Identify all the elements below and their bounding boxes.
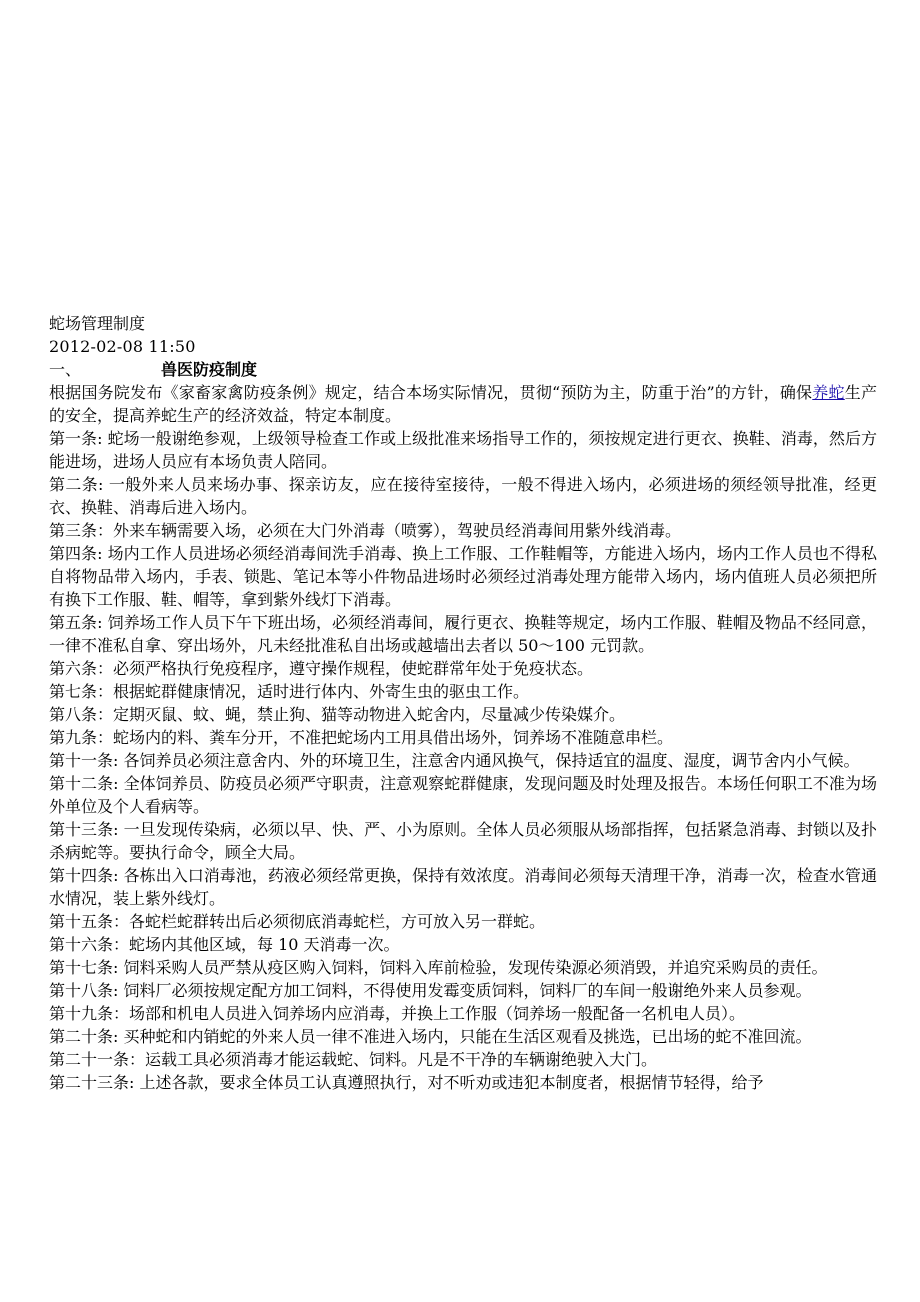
section-heading (49, 358, 877, 381)
article-11: 第十一条: 各饲养员必须注意舍内、外的环境卫生，注意舍内通风换气，保持适宜的温度、湿度，调节舍内小气候。 (49, 751, 860, 770)
article-21: 第二十一条：运载工具必须消毒才能运载蛇、饲料。凡是不干净的车辆谢绝驶入大门。 (49, 1050, 658, 1069)
article-20: 第二十条: 买种蛇和内销蛇的外来人员一律不准进入场内，只能在生活区观看及挑选，已出场的蛇不准回流。 (49, 1027, 812, 1046)
document-title: 蛇场管理制度 (49, 314, 146, 333)
article-4: 第四条: 场内工作人员进场必须经消毒间洗手消毒、换上工作服、工作鞋帽等，方能进入场内，场内工作人员也不得私自将物品带入场内，手表、锁匙、笔记本等小件物品进场时必须经过消毒处理方能带入场内，场内值班人员必须把所有换下工作服、鞋、帽等，拿到紫外线灯下消毒。 (49, 544, 877, 609)
publish-datetime: 2012-02-08 11:50 (49, 337, 196, 356)
article-15: 第十五条：各蛇栏蛇群转出后必须彻底消毒蛇栏，方可放入另一群蛇。 (49, 912, 546, 931)
article-6: 第六条：必须严格执行免疫程序，遵守操作规程，使蛇群常年处于免疫状态。 (49, 659, 594, 678)
intro-text-after: 生产的安全，提高养蛇生产的经济效益，特定本制度。 (49, 383, 877, 425)
article-1: 第一条: 蛇场一般谢绝参观，上级领导检查工作或上级批准来场指导工作的，须按规定进行更衣、换鞋、消毒，然后方能进场，进场人员应有本场负责人陪同。 (49, 429, 877, 471)
snake-farming-link[interactable]: 养蛇 (812, 383, 845, 402)
article-18: 第十八条: 饲料厂必须按规定配方加工饲料，不得使用发霉变质饲料，饲料厂的车间一般谢绝外来人员参观。 (49, 981, 812, 1000)
article-13: 第十三条: 一旦发现传染病，必须以早、快、严、小为原则。全体人员必须服从场部指挥，包括紧急消毒、封锁以及扑杀病蛇等。要执行命令，顾全大局。 (49, 820, 877, 862)
article-16: 第十六条：蛇场内其他区域，每 10 天消毒一次。 (49, 935, 400, 954)
article-17: 第十七条: 饲料采购人员严禁从疫区购入饲料，饲料入库前检验，发现传染源必须消毁，并追究采购员的责任。 (49, 958, 828, 977)
article-3: 第三条：外来车辆需要入场，必须在大门外消毒（喷雾），驾驶员经消毒间用紫外线消毒。 (49, 521, 682, 540)
article-12: 第十二条: 全体饲养员、防疫员必须严守职责，注意观察蛇群健康，发现问题及时处理及报告。本场任何职工不准为场外单位及个人看病等。 (49, 774, 877, 816)
article-7: 第七条：根据蛇群健康情况，适时进行体内、外寄生虫的驱虫工作。 (49, 682, 530, 701)
article-2: 第二条: 一般外来人员来场办事、探亲访友，应在接待室接待，一般不得进入场内，必须进场的须经领导批准，经更衣、换鞋、消毒后进入场内。 (49, 475, 877, 517)
intro-paragraph (49, 381, 877, 427)
intro-text-before: 根据国务院发布《家畜家禽防疫条例》规定，结合本场实际情况，贯彻“预防为主，防重于治”的方针，确保 (49, 383, 813, 402)
article-8: 第八条：定期灭鼠、蚊、蝇，禁止狗、猫等动物进入蛇舍内，尽量减少传染媒介。 (49, 705, 626, 724)
article-23: 第二十三条: 上述各款，要求全体员工认真遵照执行，对不听劝或违犯本制度者，根据情节轻得，给予 (49, 1073, 764, 1092)
section-number: 一、 (49, 360, 82, 379)
article-5: 第五条: 饲养场工作人员下午下班出场，必须经消毒间，履行更衣、换鞋等规定，场内工作服、鞋帽及物品不经同意，一律不准私自拿、穿出场外，凡未经批准私自出场或越墙出去者以 50～100 元罚款。 (49, 613, 877, 655)
article-14: 第十四条: 各栋出入口消毒池，药液必须经常更换，保持有效浓度。消毒间必须每天清理干净，消毒一次，检查水管通水情况，装上紫外线灯。 (49, 866, 877, 908)
article-9: 第九条：蛇场内的料、粪车分开，不准把蛇场内工用具借出场外，饲养场不准随意串栏。 (49, 728, 674, 747)
document-body (49, 312, 877, 1094)
section-title: 兽医防疫制度 (161, 360, 258, 379)
article-19: 第十九条：场部和机电人员进入饲养场内应消毒，并换上工作服（饲养场一般配备一名机电人员）。 (49, 1004, 746, 1023)
